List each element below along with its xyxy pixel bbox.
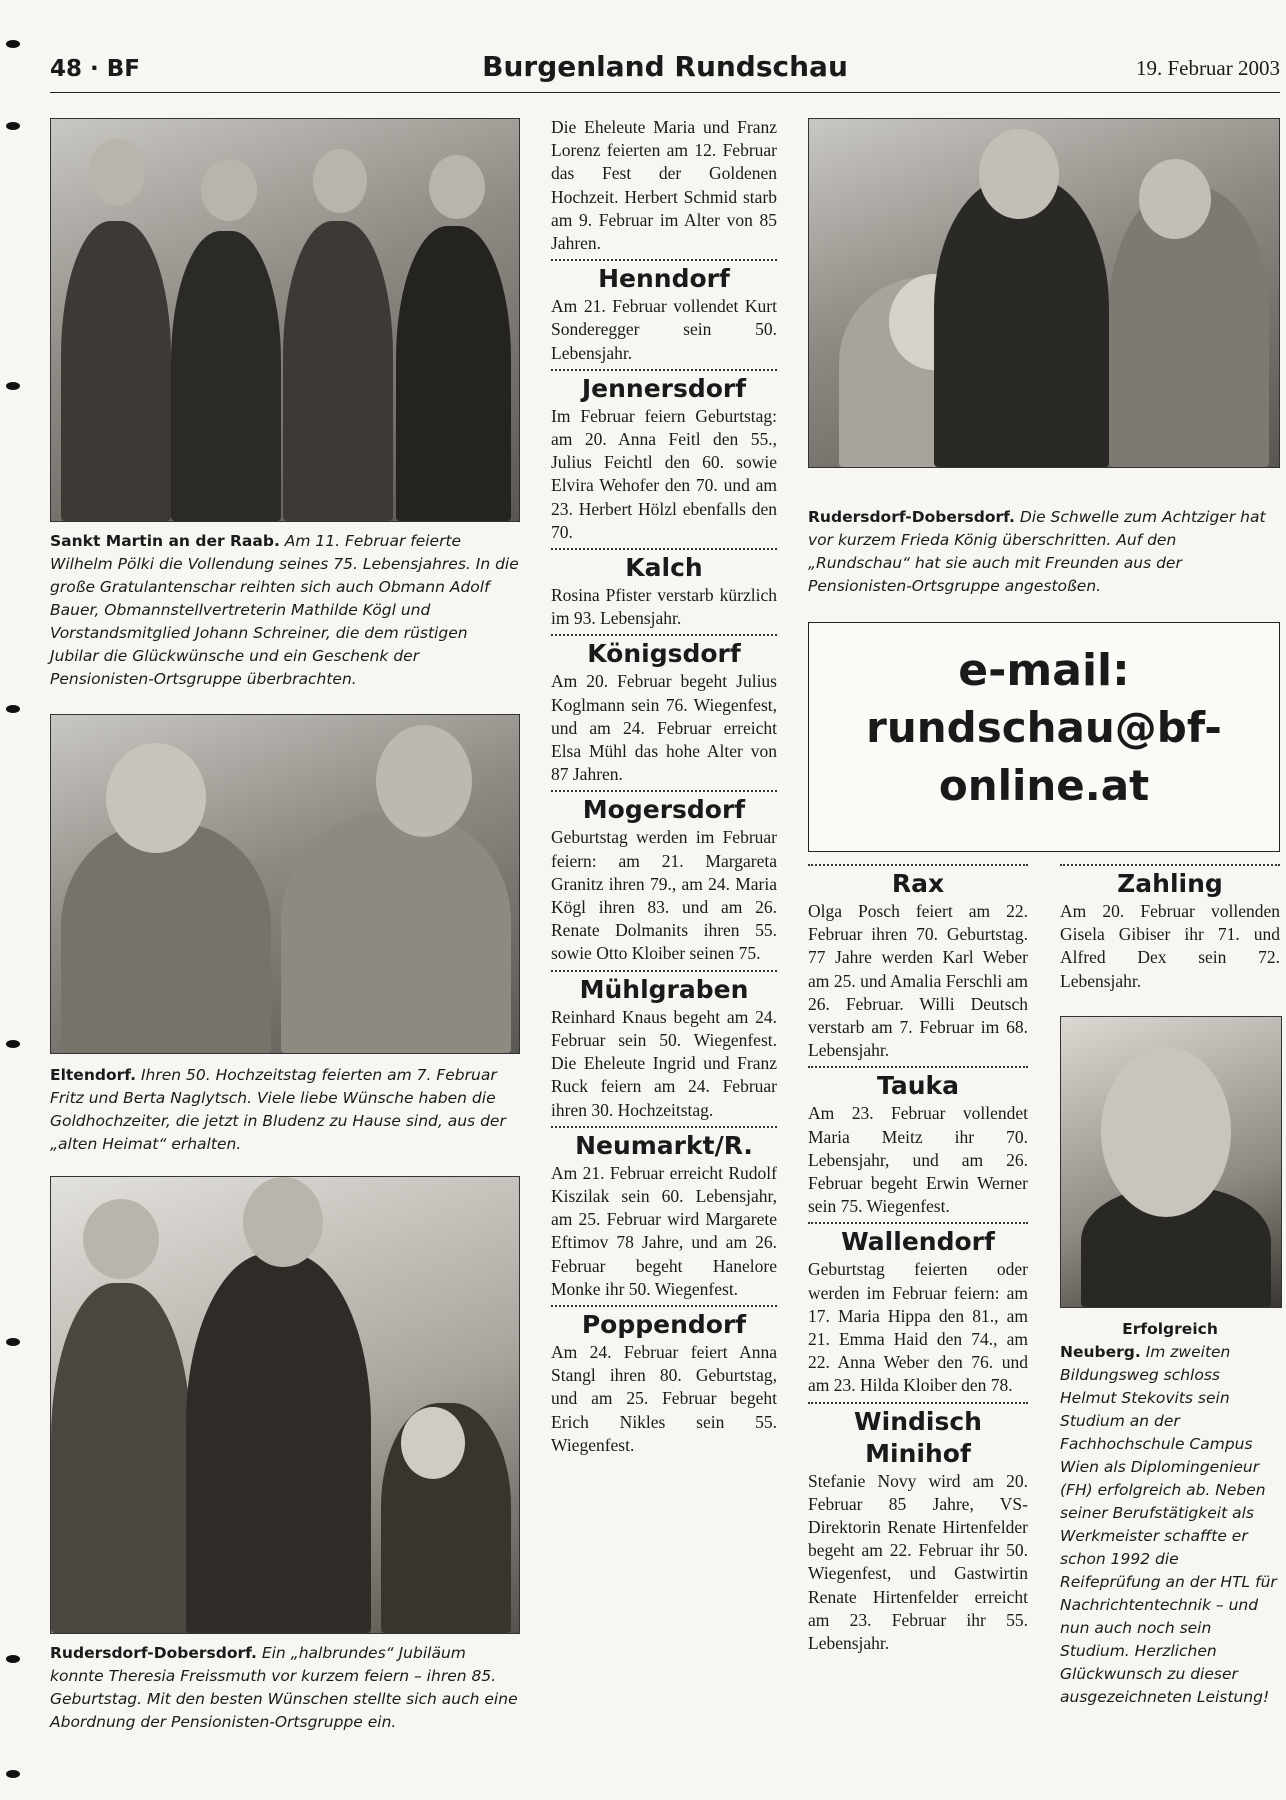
- margin-mark: [6, 122, 20, 130]
- news-text: Geburtstag feierten oder werden im Februar feiern: am 17. Maria Hippa den 81., am 21. Emma Haid den 74., am 22. Anna Weber den 76. und am 23. Hilda Kloiber den 78.: [808, 1259, 1028, 1396]
- news-text: Am 23. Februar vollendet Maria Meitz ihr 70. Lebensjahr, und am 26. Februar begeht Erwin Werner sein 75. Wiegenfest.: [808, 1103, 1028, 1217]
- news-heading: Kalch: [625, 553, 703, 583]
- news-heading: Rax: [891, 869, 945, 898]
- photo-eltendorf: [50, 714, 520, 1054]
- news-heading: Tauka: [877, 1071, 959, 1101]
- photo-person: [281, 813, 511, 1053]
- email-label: e-mail:: [958, 645, 1130, 696]
- news-section-wallendorf: [808, 1222, 1028, 1397]
- caption-heading: Erfolgreich: [1122, 1320, 1218, 1338]
- photo-person-head: [376, 725, 472, 837]
- column-middle: [551, 116, 777, 1457]
- photo-sankt-martin: [50, 118, 520, 522]
- photo-person: [396, 226, 511, 521]
- news-section-tauka: [808, 1066, 1028, 1218]
- news-text: Am 20. Februar begeht Julius Koglmann sein 76. Wiegenfest, und am 24. Februar erreicht Elsa Mühl das hohe Alter von 87 Jahren.: [551, 671, 777, 785]
- news-section-rax: [808, 864, 1028, 1062]
- news-section-kalch: [551, 548, 777, 630]
- photo-rudersdorf-koenig: [808, 118, 1280, 468]
- margin-mark: [6, 40, 20, 48]
- margin-mark: [6, 1040, 20, 1048]
- email-contact-box: [808, 622, 1280, 852]
- caption-lead: Rudersdorf-Dobersdorf.: [50, 1644, 257, 1662]
- caption-text: Ein „halbrundes“ Jubiläum konnte Theresia Freissmuth vor kurzem feiern – ihren 85. Geburtstag. Mit den besten Wünschen stellte sich auch eine Abordnung der Pensionisten-Ortsgruppe ein.: [50, 1644, 518, 1731]
- news-text: Die Eheleute Maria und Franz Lorenz feierten am 12. Februar das Fest der Goldenen Hochzeit. Herbert Schmid starb am 9. Februar im Alter von 85 Jahren.: [551, 117, 777, 254]
- news-text: Stefanie Novy wird am 20. Februar 85 Jahre, VS-Direktorin Renate Hirtenfelder begeht am 22. Februar ihr 50. Wiegenfest, und Gastwirtin Renate Hirtenfelder erreicht am 23. Februar ihr 55. Lebensjahr.: [808, 1470, 1028, 1654]
- news-heading: Mogersdorf: [582, 795, 746, 825]
- caption-lead: Neuberg.: [1060, 1343, 1141, 1361]
- issue-date: 19. Februar 2003: [1135, 56, 1280, 80]
- photo-person-head: [401, 1407, 465, 1479]
- news-section-muehlgraben: [551, 970, 777, 1122]
- margin-mark: [6, 382, 20, 390]
- photo-person: [61, 823, 271, 1053]
- photo-person-head: [313, 149, 367, 213]
- news-section-poppendorf: [551, 1305, 777, 1457]
- email-address[interactable]: rundschau@bf-online.at: [866, 703, 1222, 810]
- margin-mark: [6, 1338, 20, 1346]
- column-right-b: [1060, 864, 1280, 993]
- column-right-a: [808, 864, 1028, 1655]
- photo-person-head: [83, 1199, 159, 1279]
- news-section-neumarkt: [551, 1126, 777, 1301]
- photo-portrait-stekovits: [1060, 1016, 1282, 1308]
- page-number: 48 · BF: [50, 56, 141, 82]
- caption-lead: Eltendorf.: [50, 1066, 137, 1084]
- news-section-koenigsdorf: [551, 634, 777, 786]
- news-heading: Wallendorf: [841, 1227, 995, 1257]
- caption-photo-2: [50, 1064, 520, 1156]
- news-heading: Zahling: [1117, 869, 1223, 898]
- photo-person-head: [243, 1177, 323, 1267]
- photo-person-head: [89, 139, 145, 205]
- news-heading: Jennersdorf: [581, 373, 747, 403]
- photo-person-head: [201, 159, 257, 221]
- news-section-zahling: [1060, 864, 1280, 993]
- caption-text: Die Schwelle zum Achtziger hat vor kurzem Frieda König überschritten. Auf den „Rundschau“ hat sie auch mit Freunden aus der Pensionisten-Ortsgruppe angestoßen.: [808, 508, 1266, 595]
- photo-person-head: [1139, 159, 1211, 239]
- news-section-mogersdorf: [551, 790, 777, 965]
- news-text: Am 20. Februar vollenden Gisela Gibiser ihr 71. und Alfred Dex sein 72. Lebensjahr.: [1060, 901, 1280, 991]
- news-heading: Henndorf: [598, 264, 730, 294]
- news-text: Am 21. Februar vollendet Kurt Sonderegger sein 50. Lebensjahr.: [551, 296, 777, 363]
- news-text: Im Februar feiern Geburtstag: am 20. Anna Feitl den 55., Julius Feichtl den 60. sowie Elvira Wehofer den 70. und am 23. Herbert Hölzl ebenfalls den 70.: [551, 405, 777, 542]
- news-text: Reinhard Knaus begeht am 24. Februar sein 50. Wiegenfest. Die Eheleute Ingrid und Franz Ruck feiern am 24. Februar ihren 30. Hochzeitstag.: [551, 1006, 777, 1120]
- news-section-windisch-minihof: [808, 1402, 1028, 1656]
- caption-text: Am 11. Februar feierte Wilhelm Pölki die Vollendung seines 75. Lebensjahres. In die große Gratulantenschar reihten sich auch Obmann Adolf Bauer, Obmannstellvertreterin Mathilde Kögl und Vorstandsmitglied Johann Schreiner, die dem rüstigen Jubilar die Glückwünsche und ein Geschenk der Pensionisten-Ortsgruppe überbrachten.: [50, 532, 519, 688]
- news-heading: Poppendorf: [581, 1309, 747, 1339]
- photo-person: [283, 221, 393, 521]
- photo-person: [934, 177, 1109, 467]
- caption-text: Im zweiten Bildungsweg schloss Helmut Stekovits sein Studium an der Fachhochschule Campus Wien als Diplomingenieur (FH) erfolgreich ab. Neben seiner Berufstätigkeit als Werkmeister schaffte er schon 1992 die Reifeprüfung an der HTL für Nachrichtentechnik – und nun auch noch sein Studium. Herzlichen Glückwunsch zu dieser ausgezeichneten Leistung!: [1060, 1343, 1277, 1706]
- photo-person-head: [429, 155, 485, 219]
- photo-rudersdorf-freissmuth: [50, 1176, 520, 1634]
- news-text: Am 24. Februar feiert Anna Stangl ihren 80. Geburtstag, und am 25. Februar begeht Erich Nikles sein 55. Wiegenfest.: [551, 1341, 777, 1455]
- news-heading: Mühlgraben: [579, 974, 749, 1004]
- photo-person-head: [979, 129, 1059, 219]
- news-heading: Neumarkt/R.: [575, 1130, 753, 1160]
- news-text: Am 21. Februar erreicht Rudolf Kiszilak sein 60. Lebensjahr, am 25. Februar wird Margarete Eftimov 78 Jahre, und am 26. Februar begeht Hanelore Monke ihr 50. Wiegenfest.: [551, 1162, 777, 1299]
- paper-name: Burgenland Rundschau: [482, 50, 848, 83]
- news-section-jennersdorf: [551, 369, 777, 544]
- news-section: [551, 116, 777, 255]
- news-text: Rosina Pfister verstarb kürzlich im 93. Lebensjahr.: [551, 585, 777, 629]
- photo-person: [186, 1253, 371, 1633]
- caption-lead: Sankt Martin an der Raab.: [50, 532, 280, 550]
- photo-person: [51, 1283, 191, 1633]
- news-text: Geburtstag werden im Februar feiern: am 21. Margareta Granitz ihren 79., am 24. Maria Kögl ihren 83. und am 26. Renate Dolmanits ihren 55. sowie Otto Kloiber seinen 75.: [551, 827, 777, 964]
- news-heading: Windisch Minihof: [854, 1406, 982, 1468]
- caption-text: Ihren 50. Hochzeitstag feierten am 7. Februar Fritz und Berta Naglytsch. Viele liebe Wünsche haben die Goldhochzeiter, die jetzt in Bludenz zu Hause sind, aus der „alten Heimat“ erhalten.: [50, 1066, 506, 1153]
- caption-photo-4: [808, 506, 1278, 598]
- caption-erfolgreich: [1060, 1318, 1280, 1709]
- news-text: Olga Posch feiert am 22. Februar ihren 70. Geburtstag. 77 Jahre werden Karl Weber am 25. und Amalia Ferschli am 26. Februar. Willi Deutsch verstarb am 7. Februar im 68. Lebensjahr.: [808, 901, 1028, 1061]
- margin-mark: [6, 1655, 20, 1663]
- photo-person-head: [1101, 1047, 1231, 1217]
- photo-person-head: [106, 743, 206, 853]
- news-section-henndorf: [551, 259, 777, 365]
- page-header: [50, 50, 1280, 93]
- news-heading: Königsdorf: [587, 639, 741, 669]
- caption-photo-3: [50, 1642, 520, 1734]
- margin-mark: [6, 705, 20, 713]
- photo-person: [171, 231, 281, 521]
- caption-photo-1: [50, 530, 520, 691]
- caption-lead: Rudersdorf-Dobersdorf.: [808, 508, 1015, 526]
- margin-mark: [6, 1770, 20, 1778]
- photo-person: [61, 221, 171, 521]
